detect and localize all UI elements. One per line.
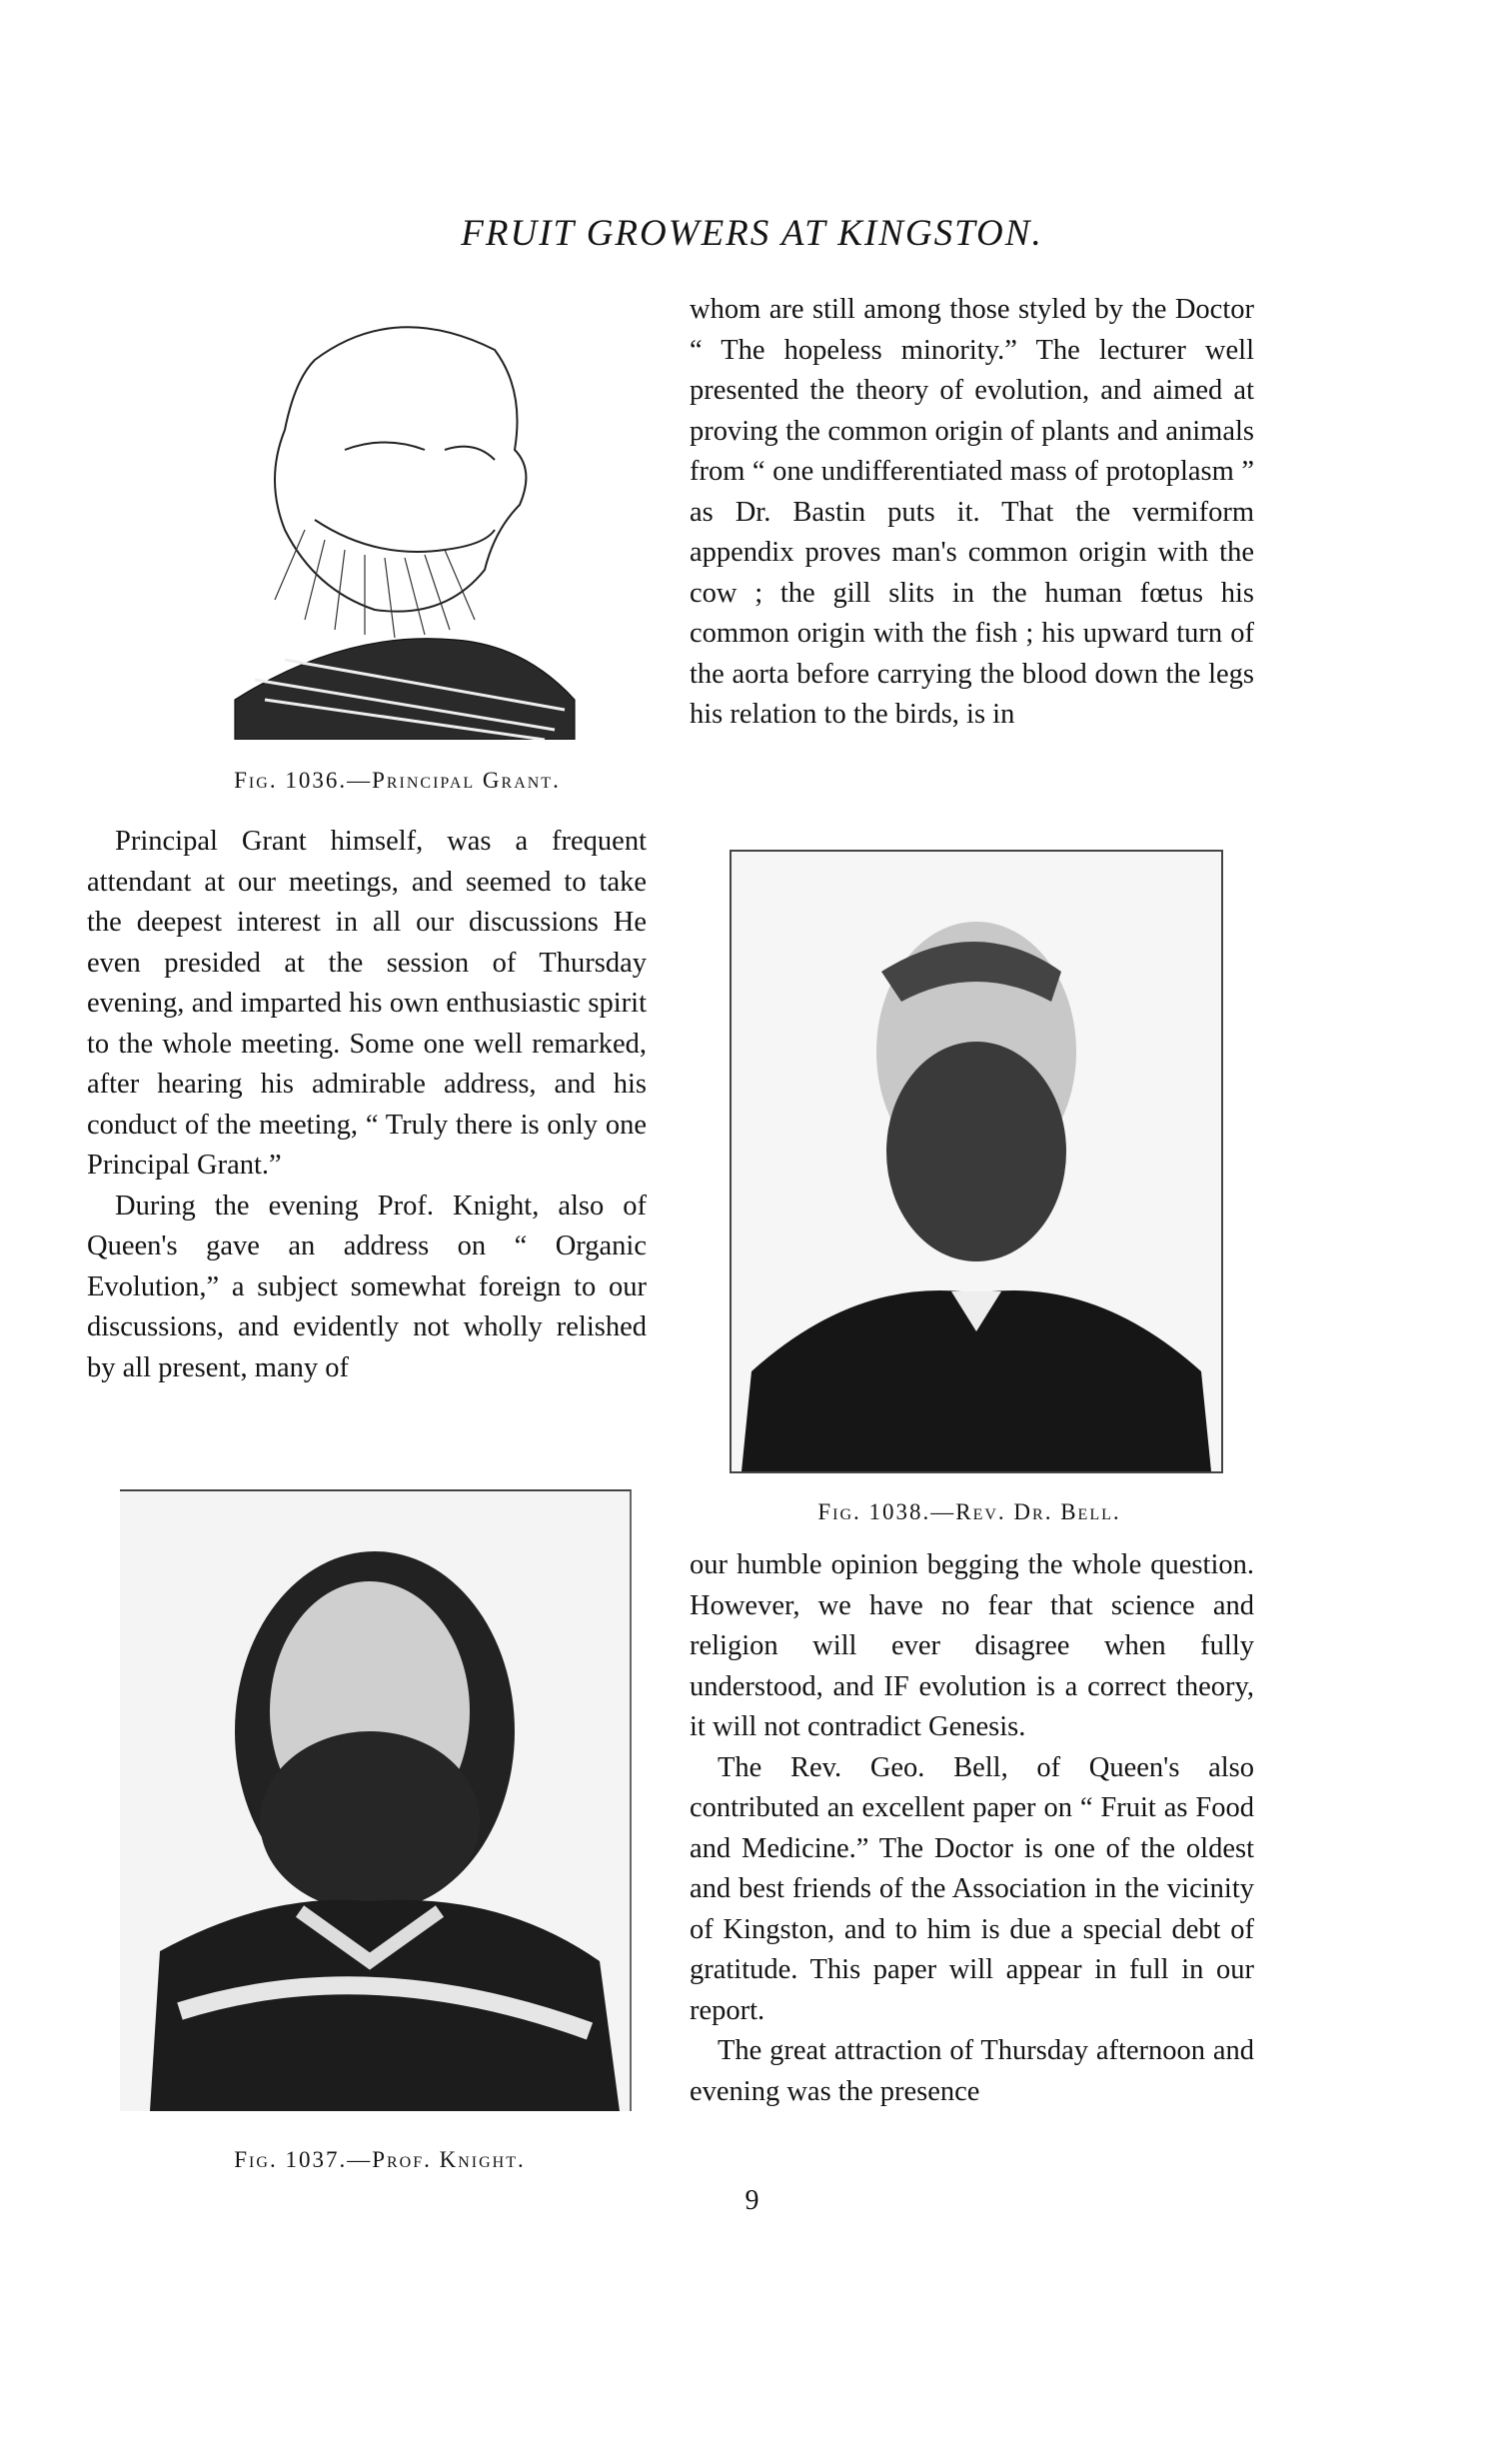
paragraph: our humble opinion begging the whole question. However, we have no fear that science and religion will ever disagree when fully understood, and IF evolution is a correct theory, it will not contradict Genesis. <box>690 1549 1254 1742</box>
paragraph: whom are still among those styled by the Doctor “ The hopeless minority.” The lecturer well presented the theory of evolution, and aimed at proving the common origin of plants and animals from “ one undifferentiated mass of protoplasm ” as Dr. Bastin puts it. That the vermiform appendix proves man's common origin with the cow ; the gill slits in the human fœtus his common origin with the fish ; his upward turn of the aorta before carrying the blood down the legs his relation to the birds, is in <box>690 294 1254 730</box>
prof-knight-portrait <box>120 1489 632 2111</box>
left-column-text <box>87 822 647 1388</box>
rev-dr-bell-portrait <box>730 850 1223 1473</box>
figure-caption: Fig. 1038.—Rev. Dr. Bell. <box>817 1499 1121 1524</box>
figure-caption: Fig. 1036.—Principal Grant. <box>234 768 561 793</box>
paragraph: During the evening Prof. Knight, also of Queen's gave an address on “ Organic Evolution,” a subject somewhat foreign to our discussions, and evidently not wholly relished by all present, many of <box>87 1190 647 1383</box>
figure-caption: Fig. 1037.—Prof. Knight. <box>234 2147 526 2172</box>
principal-grant-portrait <box>195 300 595 740</box>
figure-principal-grant <box>175 290 620 793</box>
paragraph: The great attraction of Thursday afternoon and evening was the presence <box>690 2035 1254 2107</box>
page-number: 9 <box>745 2185 759 2216</box>
paragraph: The Rev. Geo. Bell, of Queen's also contributed an excellent paper on “ Fruit as Food and Medicine.” The Doctor is one of the oldest and best friends of the Association in the vicinity of Kingston, and to him is due a special debt of gratitude. This paper will appear in full in our report. <box>690 1751 1254 2026</box>
paragraph: Principal Grant himself, was a frequent attendant at our meetings, and seemed to take the deepest interest in all our discussions He even presided at the session of Thursday evening, and imparted his own enthusiastic spirit to the whole meeting. Some one well remarked, after hearing his admirable address, and his conduct of the meeting, “ Truly there is only one Principal Grant.” <box>87 826 647 1181</box>
right-column-text-lower <box>690 1545 1254 2112</box>
figure-rev-dr-bell <box>720 850 1219 1529</box>
right-column-text-upper <box>690 290 1254 736</box>
figure-prof-knight <box>120 1489 640 2189</box>
page-header: FRUIT GROWERS AT KINGSTON. <box>461 213 1043 254</box>
